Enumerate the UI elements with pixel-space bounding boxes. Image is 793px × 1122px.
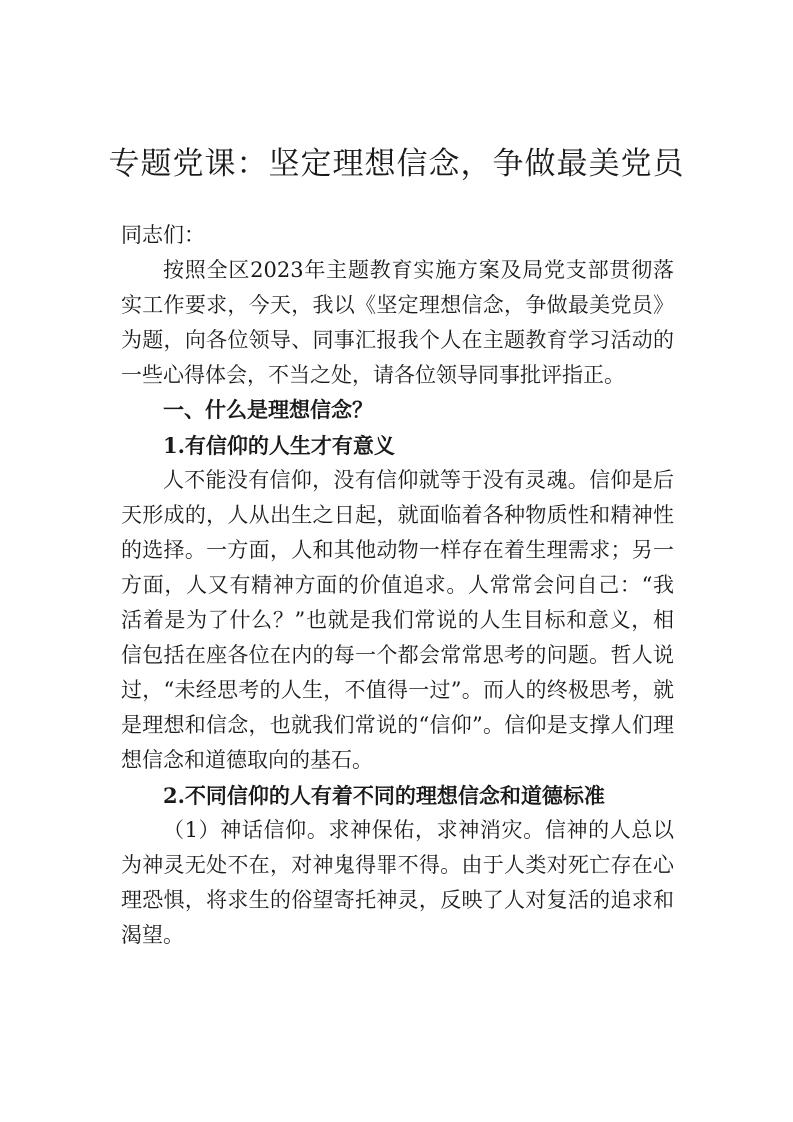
- document-title: 专题党课：坚定理想信念，争做最美党员: [108, 146, 685, 182]
- list-item-paragraph-1: （1）神话信仰。求神保佑，求神消灾。信神的人总以为神灵无处不在，对神鬼得罪不得。由于人类对死亡存在心理恐惧，将求生的俗望寄托神灵，反映了人对复活的追求和渴望。: [121, 818, 674, 947]
- subsection-paragraph-1: 人不能没有信仰，没有信仰就等于没有灵魂。信仰是后天形成的，人从出生之日起，就面临着各种物质性和精神性的选择。一方面，人和其他动物一样存在着生理需求；另一方面，人又有精神方面的价值追求。人常常会问自己：“我活着是为了什么？”也就是我们常说的人生目标和意义，相信包括在座各位在内的每一个都会常常思考的问题。哲人说过，“未经思考的人生，不值得一过”。而人的终极思考，就是理想和信念，也就我们常说的“信仰”。信仰是支撑人们理想信念和道德取向的基石。: [121, 468, 674, 772]
- section-heading: 一、什么是理想信念？: [163, 398, 373, 422]
- intro-paragraph: 按照全区2023年主题教育实施方案及局党支部贯彻落实工作要求，今天，我以《坚定理想信念，争做最美党员》为题，向各位领导、同事汇报我个人在主题教育学习活动的一些心得体会，不当之处，请各位领导同事批评指正。: [121, 258, 674, 387]
- document-body: [121, 218, 674, 953]
- salutation: 同志们：: [121, 223, 205, 247]
- subsection-heading-2: 2.不同信仰的人有着不同的理想信念和道德标准: [163, 783, 605, 808]
- subsection-heading-1: 1.有信仰的人生才有意义: [163, 433, 395, 458]
